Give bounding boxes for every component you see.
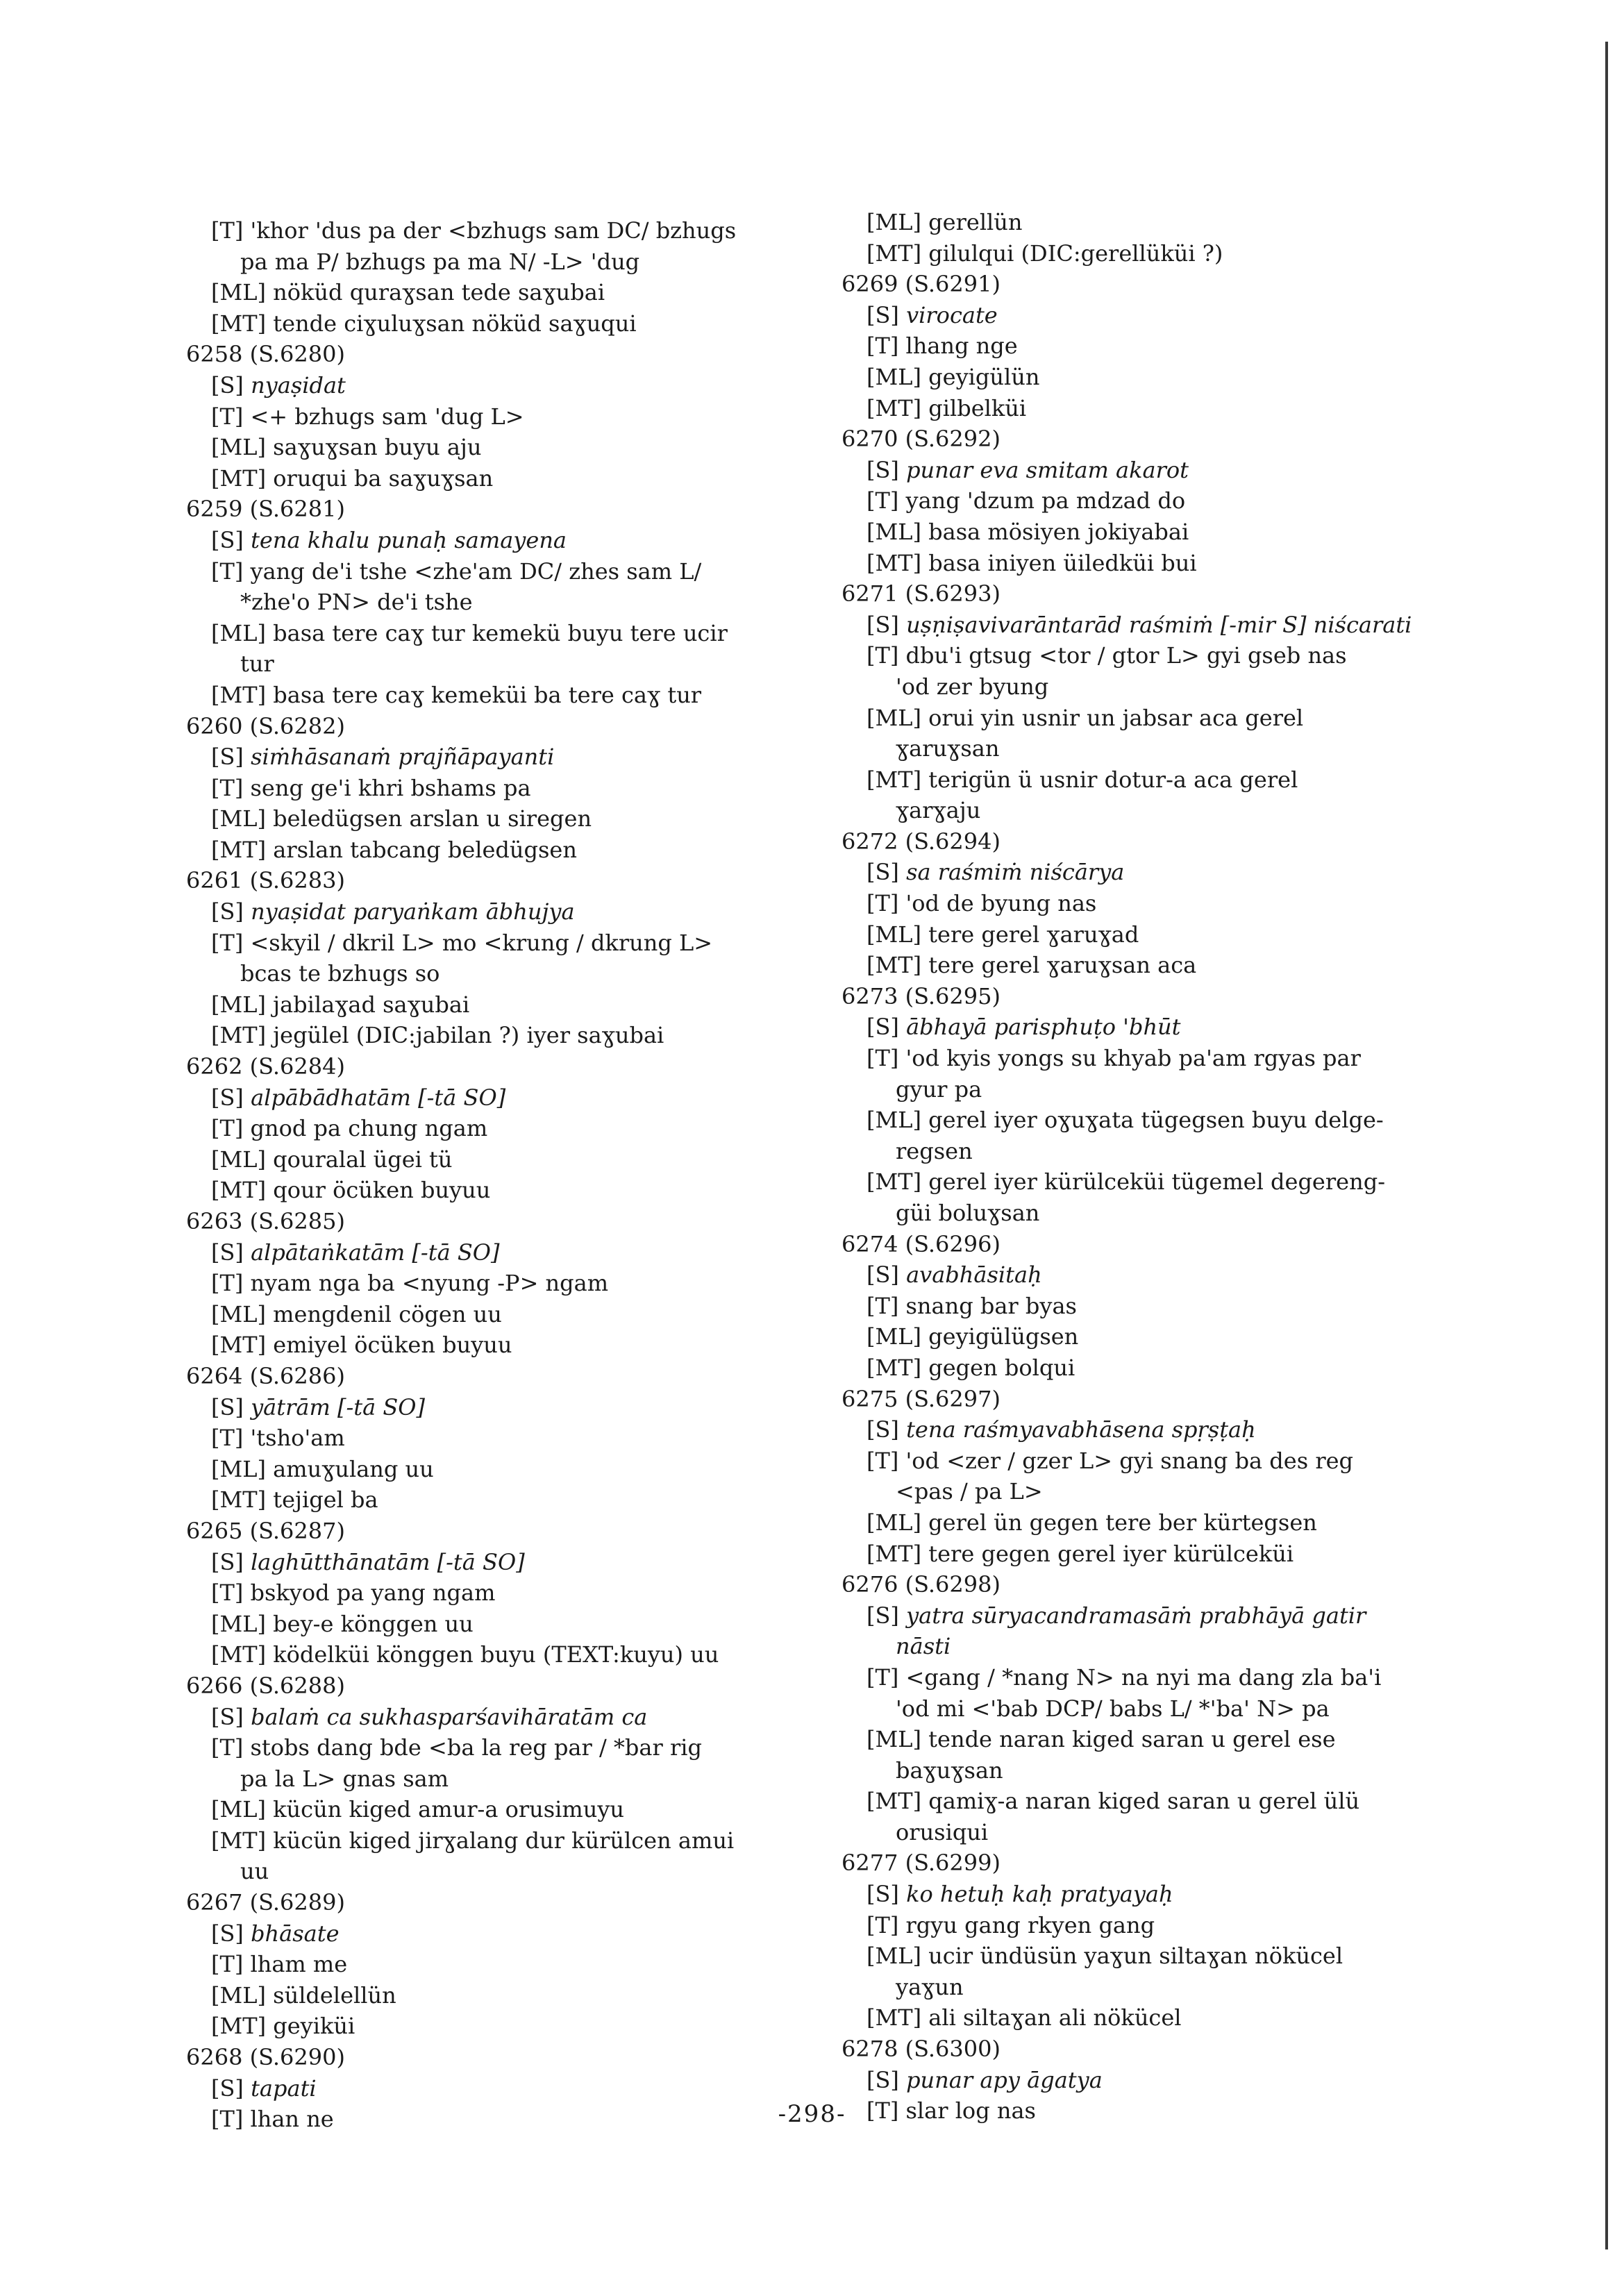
line-text: 6274 (S.6296) xyxy=(842,1230,1001,1257)
left-column xyxy=(186,215,853,2135)
field-line xyxy=(186,370,853,401)
line-text: [MT] tere gegen gerel iyer kürülceküi xyxy=(867,1540,1294,1567)
field-line xyxy=(842,238,1522,269)
line-text: [ML] gerel ün gegen tere ber kürtegsen xyxy=(867,1509,1317,1536)
continuation-line xyxy=(186,958,853,989)
line-text: <pas / pa L> xyxy=(896,1478,1043,1505)
field-line xyxy=(186,1918,853,1950)
field-label: [S] xyxy=(867,2066,907,2093)
field-line xyxy=(842,1941,1522,1972)
field-line xyxy=(186,1237,853,1268)
line-text: 6260 (S.6282) xyxy=(186,712,345,739)
field-line xyxy=(842,1259,1522,1291)
line-text: [ML] gerel iyer oɣuɣata tügegsen buyu delge- xyxy=(867,1107,1384,1134)
field-line xyxy=(186,741,853,773)
field-line xyxy=(186,835,853,866)
field-line xyxy=(842,919,1522,950)
field-label: [S] xyxy=(211,1548,251,1575)
line-text: ɣarɣaju xyxy=(896,797,981,824)
line-text: [ML] tende naran kiged saran u gerel ese xyxy=(867,1726,1336,1753)
line-text: 6273 (S.6295) xyxy=(842,982,1001,1009)
field-line xyxy=(186,1299,853,1330)
line-text: [T] lham me xyxy=(211,1951,348,1978)
line-text: yaɣun xyxy=(896,1973,964,2000)
field-label: [S] xyxy=(867,1262,907,1289)
line-text: 6278 (S.6300) xyxy=(842,2036,1001,2063)
field-line xyxy=(842,455,1522,486)
sanskrit-text: tapati xyxy=(251,2075,317,2102)
line-text: uu xyxy=(240,1858,269,1885)
line-text: [MT] tere gerel ɣaruɣsan aca xyxy=(867,952,1197,979)
sanskrit-text: balaṁ ca sukhasparśavihāratām ca xyxy=(251,1703,648,1730)
field-label: [S] xyxy=(867,611,907,638)
line-text: [T] yang 'dzum pa mdzad do xyxy=(867,487,1186,514)
field-line xyxy=(842,1105,1522,1136)
field-line xyxy=(186,1144,853,1175)
line-text: 6277 (S.6299) xyxy=(842,1850,1001,1877)
entry-number xyxy=(186,865,853,896)
line-text: [ML] mengdenil cögen uu xyxy=(211,1300,502,1327)
line-text: [MT] oruqui ba saɣuɣsan xyxy=(211,464,494,492)
field-line xyxy=(186,1577,853,1609)
line-text: [ML] nöküd quraɣsan tede saɣubai xyxy=(211,279,605,306)
line-text: [ML] süldelellün xyxy=(211,1981,396,2009)
line-text: [ML] saɣuɣsan buyu aju xyxy=(211,434,482,461)
line-text: [T] 'od <zer / gzer L> gyi snang ba des reg xyxy=(867,1447,1354,1474)
sanskrit-text: alpātaṅkatām [-tā SO] xyxy=(251,1239,500,1266)
field-line xyxy=(842,610,1522,641)
sanskrit-text: laghūtthānatām [-tā SO] xyxy=(251,1548,525,1575)
line-text: 6272 (S.6294) xyxy=(842,828,1001,855)
sanskrit-text: sa raśmiṁ niścārya xyxy=(906,859,1125,886)
line-text: [MT] tende ciɣuluɣsan nöküd saɣuqui xyxy=(211,310,637,337)
field-label: [S] xyxy=(211,371,251,399)
field-line xyxy=(842,362,1522,393)
field-line xyxy=(186,308,853,340)
line-text: [MT] qamiɣ-a naran kiged saran u gerel ülü xyxy=(867,1788,1360,1815)
sanskrit-text: nyaṣidat paryaṅkam ābhujya xyxy=(251,898,575,925)
field-line xyxy=(186,1484,853,1516)
field-line xyxy=(186,773,853,804)
field-line xyxy=(842,300,1522,331)
field-label: [S] xyxy=(211,1084,251,1111)
sanskrit-text: punar apy āgatya xyxy=(906,2066,1103,2093)
field-line xyxy=(842,1662,1522,1693)
line-text: [T] slar log nas xyxy=(867,2097,1036,2125)
entry-number xyxy=(186,339,853,370)
line-text: [T] <+ bzhugs sam 'dug L> xyxy=(211,403,524,430)
line-text: [MT] gegen bolqui xyxy=(867,1354,1075,1381)
line-text: [MT] jegülel (DIC:jabilan ?) iyer saɣubai xyxy=(211,1022,664,1049)
line-text: regsen xyxy=(896,1137,973,1164)
line-text: 6262 (S.6284) xyxy=(186,1053,345,1080)
entry-number xyxy=(186,494,853,525)
field-line xyxy=(842,1724,1522,1755)
sanskrit-text: bhāsate xyxy=(251,1920,340,1947)
sanskrit-text: avabhāsitaḥ xyxy=(906,1262,1042,1289)
scan-edge-line xyxy=(1605,42,1608,2249)
field-line xyxy=(186,401,853,433)
line-text: [MT] geyiküi xyxy=(211,2013,355,2040)
line-text: 6258 (S.6280) xyxy=(186,341,345,368)
field-line xyxy=(842,2065,1522,2096)
entry-number xyxy=(842,424,1522,455)
line-text: 6259 (S.6281) xyxy=(186,496,345,523)
field-line xyxy=(842,703,1522,734)
field-line xyxy=(186,928,853,959)
field-line xyxy=(842,1291,1522,1322)
line-text: 6269 (S.6291) xyxy=(842,271,1001,298)
field-label: [S] xyxy=(211,2075,251,2102)
continuation-line xyxy=(842,795,1522,826)
line-text: 6270 (S.6292) xyxy=(842,426,1001,453)
field-line xyxy=(186,432,853,463)
field-line xyxy=(186,525,853,556)
line-text: [T] gnod pa chung ngam xyxy=(211,1115,488,1142)
field-line xyxy=(186,1268,853,1299)
line-text: [ML] kücün kiged amur-a orusimuyu xyxy=(211,1796,625,1823)
continuation-line xyxy=(186,1763,853,1795)
field-line xyxy=(186,1639,853,1670)
line-text: 'od mi <'bab DCP/ babs L/ *'ba' N> pa xyxy=(896,1695,1330,1722)
field-line xyxy=(186,215,853,246)
field-line xyxy=(842,548,1522,579)
line-text: [MT] ködelküi könggen buyu (TEXT:kuyu) uu xyxy=(211,1641,719,1668)
continuation-line xyxy=(842,1755,1522,1786)
entry-number xyxy=(186,1887,853,1918)
line-text: ɣaruɣsan xyxy=(896,735,1000,762)
line-text: 6265 (S.6287) xyxy=(186,1517,345,1544)
line-text: 6268 (S.6290) xyxy=(186,2044,345,2071)
field-line xyxy=(186,1082,853,1114)
continuation-line xyxy=(186,1856,853,1887)
line-text: [MT] qour öcüken buyuu xyxy=(211,1177,491,1204)
line-text: [T] nyam nga ba <nyung -P> ngam xyxy=(211,1270,609,1297)
field-line xyxy=(842,1414,1522,1446)
line-text: [MT] gilbelküi xyxy=(867,394,1027,421)
entry-number xyxy=(186,711,853,742)
line-text: [T] <gang / *nang N> na nyi ma dang zla ba'i xyxy=(867,1664,1382,1691)
entry-number xyxy=(842,269,1522,300)
field-label: [S] xyxy=(211,744,251,771)
field-label: [S] xyxy=(211,898,251,925)
continuation-line xyxy=(842,1476,1522,1507)
sanskrit-text: siṁhāsanaṁ prajñāpayanti xyxy=(251,744,555,771)
line-text: gyur pa xyxy=(896,1075,982,1103)
field-line xyxy=(186,1732,853,1763)
field-label: [S] xyxy=(211,1920,251,1947)
field-line xyxy=(842,1910,1522,1941)
field-line xyxy=(842,640,1522,671)
line-text: 6261 (S.6283) xyxy=(186,867,345,894)
line-text: [T] 'tsho'am xyxy=(211,1425,345,1452)
field-line xyxy=(186,989,853,1021)
line-text: [T] bskyod pa yang ngam xyxy=(211,1579,496,1607)
line-text: 6266 (S.6288) xyxy=(186,1672,345,1699)
entry-number xyxy=(842,981,1522,1012)
continuation-line xyxy=(842,671,1522,703)
field-line xyxy=(842,1600,1522,1632)
field-line xyxy=(842,1321,1522,1352)
field-line xyxy=(842,2002,1522,2034)
entry-number xyxy=(842,1847,1522,1879)
line-text: 'od zer byung xyxy=(896,673,1049,700)
line-text: [T] yang de'i tshe <zhe'am DC/ zhes sam L/ xyxy=(211,558,702,585)
continuation-line xyxy=(842,1972,1522,2003)
line-text: [ML] ucir ündüsün yaɣun siltaɣan nökücel xyxy=(867,1943,1343,1970)
field-line xyxy=(842,764,1522,796)
entry-number xyxy=(842,2034,1522,2065)
field-label: [S] xyxy=(867,1881,907,1908)
field-line xyxy=(186,1980,853,2011)
field-label: [S] xyxy=(867,1602,907,1629)
field-line xyxy=(186,1113,853,1144)
field-line xyxy=(842,1879,1522,1910)
sanskrit-text: ābhayā parisphuṭo 'bhūt xyxy=(906,1014,1181,1041)
entry-number xyxy=(842,1229,1522,1260)
field-line xyxy=(186,1702,853,1733)
right-column xyxy=(842,207,1522,2127)
field-line xyxy=(842,1166,1522,1198)
field-line xyxy=(842,1352,1522,1384)
entry-number xyxy=(842,1384,1522,1415)
field-line xyxy=(186,1825,853,1857)
sanskrit-text: yatra sūryacandramasāṁ prabhāyā gatir xyxy=(906,1602,1366,1629)
field-line xyxy=(842,888,1522,919)
field-label: [S] xyxy=(867,859,907,886)
line-text: [ML] basa mösiyen jokiyabai xyxy=(867,518,1189,545)
line-text: 6271 (S.6293) xyxy=(842,580,1001,607)
line-text: [ML] amuɣulang uu xyxy=(211,1455,434,1482)
continuation-line xyxy=(186,648,853,680)
line-text: [T] seng ge'i khri bshams pa xyxy=(211,774,531,801)
line-text: [MT] tejigel ba xyxy=(211,1486,378,1514)
line-text: [MT] kücün kiged jirɣalang dur kürülcen amui xyxy=(211,1827,735,1854)
line-text: tur xyxy=(240,651,274,678)
continuation-line xyxy=(842,1693,1522,1725)
sanskrit-text: nyaṣidat xyxy=(251,371,346,399)
sanskrit-text: virocate xyxy=(906,301,998,328)
sanskrit-text: tena khalu punaḥ samayena xyxy=(251,526,567,553)
line-text: [T] 'od de byung nas xyxy=(867,890,1097,917)
line-text: [MT] gerel iyer kürülceküi tügemel degereng- xyxy=(867,1168,1385,1196)
entry-number xyxy=(186,1051,853,1082)
field-line xyxy=(186,1423,853,1454)
field-line xyxy=(186,1794,853,1825)
field-line xyxy=(186,1175,853,1206)
field-label: [S] xyxy=(867,456,907,483)
line-text: [ML] beledügsen arslan u siregen xyxy=(211,805,592,832)
field-line xyxy=(842,393,1522,424)
line-text: [T] rgyu gang rkyen gang xyxy=(867,1911,1155,1938)
line-text: bcas te bzhugs so xyxy=(240,960,440,987)
field-line xyxy=(186,1330,853,1361)
continuation-line xyxy=(842,1631,1522,1662)
sanskrit-text: tena raśmyavabhāsena spṛṣṭaḥ xyxy=(906,1416,1256,1443)
field-label: [S] xyxy=(211,1393,251,1421)
entry-number xyxy=(842,1569,1522,1600)
field-line xyxy=(842,1507,1522,1539)
line-text: pa la L> gnas sam xyxy=(240,1765,449,1792)
field-line xyxy=(186,1949,853,1980)
line-text: [T] dbu'i gtsug <tor / gtor L> gyi gseb nas xyxy=(867,642,1347,669)
field-line xyxy=(842,1786,1522,1817)
continuation-line xyxy=(842,1198,1522,1229)
line-text: [ML] basa tere caɣ tur kemekü buyu tere ucir xyxy=(211,619,728,646)
continuation-line xyxy=(842,1817,1522,1848)
field-line xyxy=(186,1454,853,1485)
line-text: baɣuɣsan xyxy=(896,1757,1003,1784)
line-text: [T] snang bar byas xyxy=(867,1292,1077,1319)
line-text: [ML] orui yin usnir un jabsar aca gerel xyxy=(867,704,1304,731)
continuation-line xyxy=(186,587,853,618)
line-text: [ML] geyigülügsen xyxy=(867,1323,1079,1350)
field-line xyxy=(842,857,1522,888)
field-label: [S] xyxy=(211,1239,251,1266)
field-line xyxy=(186,680,853,711)
line-text: [MT] basa tere caɣ kemeküi ba tere caɣ tur xyxy=(211,681,702,708)
continuation-line xyxy=(842,1136,1522,1167)
field-line xyxy=(186,896,853,928)
field-label: [S] xyxy=(211,526,251,553)
line-text: [MT] basa iniyen üiledküi bui xyxy=(867,549,1197,576)
line-text: [T] lhang nge xyxy=(867,333,1018,360)
field-line xyxy=(842,485,1522,517)
field-line xyxy=(842,1043,1522,1074)
field-line xyxy=(186,618,853,649)
sanskrit-text: nāsti xyxy=(896,1633,951,1660)
field-line xyxy=(842,1446,1522,1477)
entry-number xyxy=(186,1206,853,1237)
entry-number xyxy=(842,826,1522,857)
field-label: [S] xyxy=(867,1014,907,1041)
entry-number xyxy=(186,1361,853,1392)
line-text: 6263 (S.6285) xyxy=(186,1208,345,1234)
line-text: güi boluɣsan xyxy=(896,1200,1040,1226)
sanskrit-text: punar eva smitam akarot xyxy=(906,456,1189,483)
line-text: [MT] arslan tabcang beledügsen xyxy=(211,836,577,863)
line-text: [T] 'khor 'dus pa der <bzhugs sam DC/ bzhugs xyxy=(211,217,737,244)
field-line xyxy=(186,2011,853,2042)
line-text: [MT] terigün ü usnir dotur-a aca gerel xyxy=(867,766,1298,793)
field-label: [S] xyxy=(867,301,907,328)
line-text: 6267 (S.6289) xyxy=(186,1889,345,1916)
line-text: [ML] jabilaɣad saɣubai xyxy=(211,991,470,1018)
sanskrit-text: yātrām [-tā SO] xyxy=(251,1393,426,1421)
line-text: [T] lhan ne xyxy=(211,2106,334,2133)
field-line xyxy=(186,1609,853,1640)
line-text: [T] stobs dang bde <ba la reg par / *bar rig xyxy=(211,1734,702,1761)
continuation-line xyxy=(842,733,1522,764)
field-line xyxy=(842,1012,1522,1043)
sanskrit-text: alpābādhatām [-tā SO] xyxy=(251,1084,506,1111)
field-label: [S] xyxy=(211,1703,251,1730)
line-text: *zhe'o PN> de'i tshe xyxy=(240,589,473,616)
field-line xyxy=(186,556,853,587)
field-line xyxy=(842,207,1522,238)
field-line xyxy=(842,517,1522,548)
entry-number xyxy=(186,2042,853,2073)
sanskrit-text: ko hetuḥ kaḥ pratyayaḥ xyxy=(906,1881,1173,1908)
field-line xyxy=(186,1547,853,1578)
field-line xyxy=(186,463,853,494)
line-text: 6275 (S.6297) xyxy=(842,1385,1001,1412)
line-text: pa ma P/ bzhugs pa ma N/ -L> 'dug xyxy=(240,248,640,275)
line-text: [T] 'od kyis yongs su khyab pa'am rgyas par xyxy=(867,1045,1361,1072)
line-text: [T] <skyil / dkril L> mo <krung / dkrung L> xyxy=(211,929,713,956)
line-text: [MT] emiyel öcüken buyuu xyxy=(211,1332,512,1359)
continuation-line xyxy=(842,1074,1522,1105)
line-text: [ML] gerellün xyxy=(867,209,1023,235)
line-text: [ML] qouralal ügei tü xyxy=(211,1146,453,1173)
sanskrit-text: uṣṇiṣavivarāntarād raśmiṁ [-mir S] niścarati xyxy=(906,611,1412,638)
field-line xyxy=(842,1539,1522,1570)
line-text: orusiqui xyxy=(896,1818,989,1845)
field-line xyxy=(186,803,853,835)
line-text: [ML] geyigülün xyxy=(867,363,1040,390)
line-text: 6276 (S.6298) xyxy=(842,1571,1001,1598)
line-text: [ML] tere gerel ɣaruɣad xyxy=(867,921,1139,948)
page-number: -298- xyxy=(778,2100,846,2128)
field-line xyxy=(186,277,853,308)
continuation-line xyxy=(186,246,853,278)
field-line xyxy=(186,1392,853,1423)
line-text: [ML] bey-e könggen uu xyxy=(211,1610,474,1637)
field-line xyxy=(842,950,1522,981)
field-label: [S] xyxy=(867,1416,907,1443)
entry-number xyxy=(186,1516,853,1547)
field-line xyxy=(186,1020,853,1051)
entry-number xyxy=(842,578,1522,610)
line-text: 6264 (S.6286) xyxy=(186,1362,345,1389)
line-text: [MT] ali siltaɣan ali nökücel xyxy=(867,2004,1182,2031)
field-line xyxy=(186,2073,853,2104)
line-text: [MT] gilulqui (DIC:gerellüküi ?) xyxy=(867,240,1223,267)
field-line xyxy=(842,330,1522,362)
entry-number xyxy=(186,1670,853,1702)
